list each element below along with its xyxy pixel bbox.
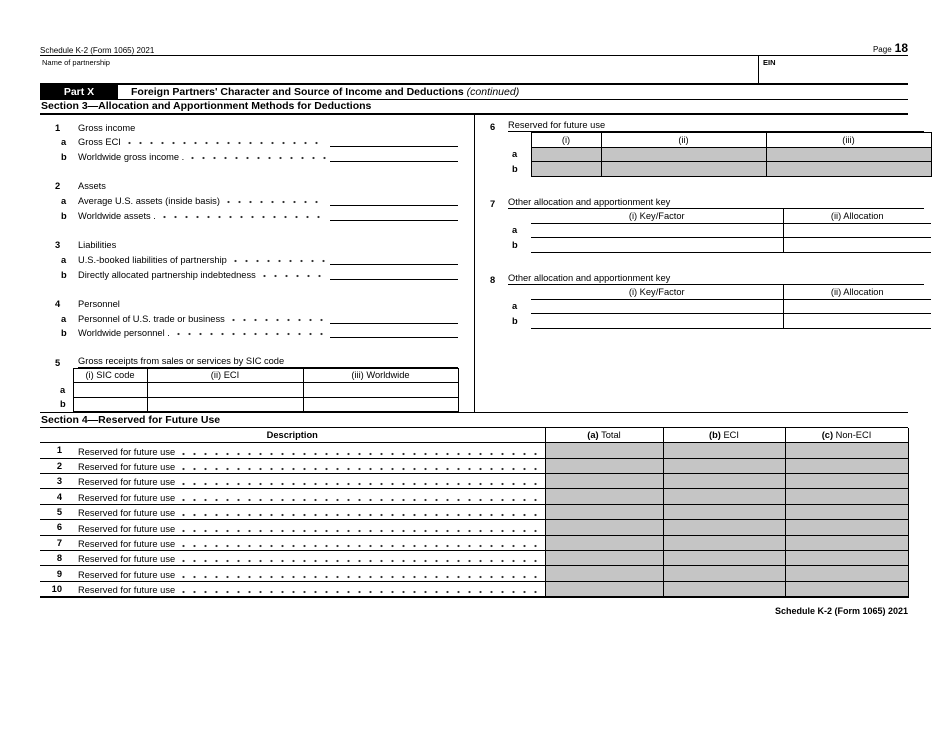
line-7: 7 Other allocation and apportionment key <box>485 195 924 209</box>
allocation-header: (ii) Allocation <box>783 209 931 224</box>
section-4-title: Section 4—Reserved for Future Use <box>40 412 908 428</box>
section-3-right-column <box>474 115 924 412</box>
dot-leader <box>191 156 326 160</box>
reserved-cell <box>545 473 663 488</box>
reserved-cell <box>785 443 908 458</box>
section-4-header-row <box>40 428 908 443</box>
name-of-partnership-field[interactable] <box>40 56 758 83</box>
continued-note: (continued) <box>466 86 520 98</box>
eci-header: (b) ECI <box>663 428 785 443</box>
entry-cell[interactable] <box>783 238 931 253</box>
dot-leader <box>182 513 540 517</box>
worldwide-col-header: (iii) Worldwide <box>303 368 458 383</box>
dot-leader <box>182 529 540 533</box>
sic-row-b: b <box>40 397 458 412</box>
form-id-top: Schedule K-2 (Form 1065) 2021 <box>40 46 155 55</box>
dot-leader <box>234 259 326 263</box>
line-6-group <box>485 118 924 177</box>
part-x-title: Foreign Partners' Character and Source of Income and Deductions (continued) <box>131 86 520 98</box>
table-6-header-row <box>508 133 931 148</box>
ein-label: EIN <box>763 58 776 67</box>
schedule-k2-form <box>40 42 908 616</box>
reserved-cell <box>663 535 785 550</box>
dot-leader <box>182 575 540 579</box>
total-header: (a) Total <box>545 428 663 443</box>
reserved-cell <box>663 489 785 504</box>
reserved-cell <box>785 489 908 504</box>
line-8: 8 Other allocation and apportionment key <box>485 271 924 285</box>
reserved-cell <box>545 458 663 473</box>
line-3: 3 Liabilities <box>55 240 117 251</box>
line-4a: a Personnel of U.S. trade or business <box>40 309 458 324</box>
allocation-key-table-7 <box>508 209 931 253</box>
table-row: 9 Reserved for future use <box>40 566 908 581</box>
line-1: 1 Gross income <box>55 122 136 133</box>
reserved-cell <box>531 147 601 162</box>
allocation-key-table-8 <box>508 285 931 329</box>
table-6-row-b: b <box>508 162 931 177</box>
entry-cell[interactable] <box>531 314 783 329</box>
reserved-cell <box>663 504 785 519</box>
dot-leader <box>182 590 540 594</box>
table-row: 2 Reserved for future use <box>40 458 908 473</box>
entry-cell[interactable] <box>147 397 303 412</box>
part-x-header <box>40 85 908 100</box>
identification-row <box>40 55 908 85</box>
line-7-group <box>485 195 924 253</box>
col-ii-header: (ii) <box>601 133 766 148</box>
reserved-cell <box>663 473 785 488</box>
table-row: 8 Reserved for future use <box>40 550 908 565</box>
reserved-cell <box>663 520 785 535</box>
page-indicator <box>873 41 908 55</box>
entry-cell[interactable] <box>531 223 783 238</box>
line-5-group <box>40 353 458 412</box>
key-factor-header: (i) Key/Factor <box>531 285 783 300</box>
dot-leader <box>182 559 540 563</box>
entry-cell[interactable] <box>783 314 931 329</box>
line-3b: b Directly allocated partnership indebtedness <box>40 265 458 280</box>
reserved-cell <box>785 473 908 488</box>
entry-cell[interactable] <box>303 383 458 398</box>
name-of-partnership-label: Name of partnership <box>42 58 110 67</box>
line-3a: a U.S.-booked liabilities of partnership <box>40 250 458 265</box>
line-2a-entry[interactable] <box>330 195 458 206</box>
sic-col-header: (i) SIC code <box>73 368 147 383</box>
col-i-header: (i) <box>531 133 601 148</box>
table-row: 1 Reserved for future use <box>40 443 908 458</box>
reserved-cell <box>785 504 908 519</box>
dot-leader <box>232 318 326 322</box>
dot-leader <box>182 498 540 502</box>
table-7-row-a: a <box>508 223 931 238</box>
footer-form-id: Schedule K-2 (Form 1065) 2021 <box>774 606 908 617</box>
entry-cell[interactable] <box>303 397 458 412</box>
ein-field[interactable] <box>758 56 908 83</box>
line-4: 4 Personnel <box>55 298 120 309</box>
reserved-cell <box>766 147 931 162</box>
dot-leader <box>177 332 326 336</box>
dot-leader <box>128 141 326 145</box>
reserved-cell <box>545 520 663 535</box>
dot-leader <box>263 274 326 278</box>
table-7-header-row <box>508 209 931 224</box>
section-4-table <box>40 428 909 598</box>
reserved-cell <box>766 162 931 177</box>
reserved-cell <box>785 581 908 597</box>
sic-code-table <box>40 368 459 413</box>
reserved-cell <box>663 443 785 458</box>
reserved-cell <box>601 162 766 177</box>
allocation-header: (ii) Allocation <box>783 285 931 300</box>
reserved-cell <box>663 581 785 597</box>
line-8-group <box>485 271 924 329</box>
reserved-cell <box>785 550 908 565</box>
section-3-title: Section 3—Allocation and Apportionment Methods for Deductions <box>40 100 908 115</box>
dot-leader <box>182 544 540 548</box>
sic-row-a: a <box>40 383 458 398</box>
dot-leader <box>163 215 326 219</box>
entry-cell[interactable] <box>783 223 931 238</box>
line-2a: a Average U.S. assets (inside basis) <box>40 191 458 206</box>
line-1b-entry[interactable] <box>330 151 458 162</box>
reserved-cell <box>601 147 766 162</box>
table-row: 3 Reserved for future use <box>40 473 908 488</box>
table-8-row-a: a <box>508 299 931 314</box>
line-5: 5 Gross receipts from sales or services by SIC code <box>40 353 458 368</box>
non-eci-header: (c) Non-ECI <box>785 428 908 443</box>
dot-leader <box>227 200 326 204</box>
entry-cell[interactable] <box>783 299 931 314</box>
line-1a-entry[interactable] <box>330 136 458 147</box>
top-line <box>40 42 908 55</box>
entry-cell[interactable] <box>147 383 303 398</box>
line-1a: a Gross ECI <box>40 133 458 148</box>
entry-cell[interactable] <box>73 397 147 412</box>
line-3a-entry[interactable] <box>330 254 458 265</box>
col-iii-header: (iii) <box>766 133 931 148</box>
reserved-cell <box>545 566 663 581</box>
line-2b-entry[interactable] <box>330 210 458 221</box>
key-factor-header: (i) Key/Factor <box>531 209 783 224</box>
table-8-row-b: b <box>508 314 931 329</box>
page-label: Page <box>872 45 892 54</box>
table-6-row-a: a <box>508 147 931 162</box>
page-number: 18 <box>894 41 908 55</box>
table-7-row-b: b <box>508 238 931 253</box>
entry-cell[interactable] <box>531 238 783 253</box>
line-2b: b Worldwide assets . <box>40 206 458 221</box>
section-3-left-column <box>40 115 458 412</box>
reserved-cell <box>545 550 663 565</box>
reserved-cell <box>785 535 908 550</box>
reserved-cell <box>663 458 785 473</box>
table-row: 10 Reserved for future use <box>40 581 908 597</box>
line-4b-entry[interactable] <box>330 327 458 338</box>
reserved-cell <box>785 566 908 581</box>
sic-table-header-row <box>40 368 458 383</box>
line-4b: b Worldwide personnel . <box>40 324 458 339</box>
table-row: 6 Reserved for future use <box>40 520 908 535</box>
line-1b: b Worldwide gross income . <box>40 147 458 162</box>
reserved-table-6 <box>508 132 932 177</box>
dot-leader <box>182 452 540 456</box>
table-row: 7 Reserved for future use <box>40 535 908 550</box>
entry-cell[interactable] <box>531 299 783 314</box>
reserved-cell <box>545 489 663 504</box>
reserved-cell <box>545 443 663 458</box>
reserved-cell <box>531 162 601 177</box>
table-row: 5 Reserved for future use <box>40 504 908 519</box>
table-row: 4 Reserved for future use <box>40 489 908 504</box>
entry-cell[interactable] <box>73 383 147 398</box>
table-8-header-row <box>508 285 931 300</box>
reserved-cell <box>663 550 785 565</box>
reserved-cell <box>545 535 663 550</box>
reserved-cell <box>663 566 785 581</box>
line-2: 2 Assets <box>55 181 106 192</box>
reserved-cell <box>785 520 908 535</box>
dot-leader <box>182 482 540 486</box>
reserved-cell <box>785 458 908 473</box>
part-x-badge: Part X <box>40 85 118 99</box>
eci-col-header: (ii) ECI <box>147 368 303 383</box>
dot-leader <box>182 467 540 471</box>
reserved-cell <box>545 581 663 597</box>
line-6: 6 Reserved for future use <box>485 118 924 132</box>
section-3-columns <box>40 115 908 412</box>
reserved-cell <box>545 504 663 519</box>
line-4a-entry[interactable] <box>330 313 458 324</box>
line-3b-entry[interactable] <box>330 269 458 280</box>
description-header: Description <box>40 428 545 443</box>
